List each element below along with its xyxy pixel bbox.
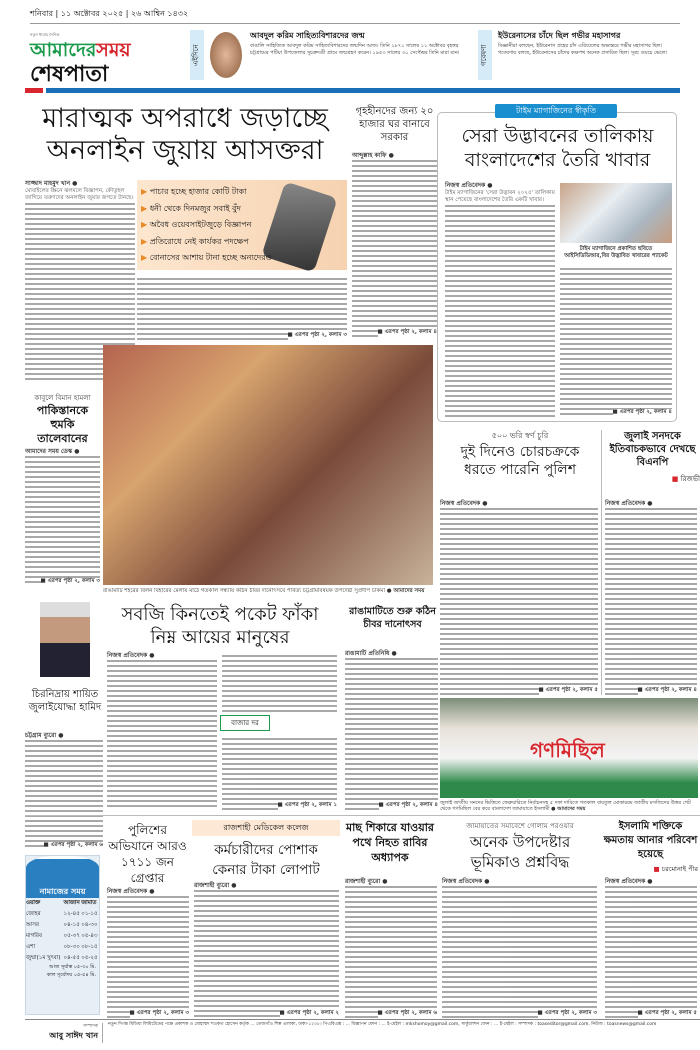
rmc-headline: কর্মচারীদের পোশাক কেনার টাকা লোপাট: [212, 842, 320, 878]
rangamati-headline: রাঙামাটিতে শুরু কঠিন চীবর দানোৎসব: [349, 606, 436, 630]
fishing-headline: মাছ শিকারে যাওয়ার পথে নিহত রাবির অধ্যাপক: [346, 821, 434, 864]
time-caption: টাইম ম্যাগাজিনে প্রকাশিত ছবিতে আইসিডিডিআর,বির উদ্ভাবিত খাবারের প্যাকেট: [564, 246, 668, 259]
rangamati-body: রাঙামাটি প্রতিনিধি ● ■ এরপর পৃষ্ঠা ২, কলাম ৪: [345, 650, 438, 808]
lead-graphic: [137, 180, 347, 270]
history-portrait: [210, 32, 242, 78]
research-text: বিজ্ঞানীরা বলছেন, ইউরেনাস গ্রহের চাঁদ এরিয়েলের অভ্যন্তরে গভীর মহাসাগর ছিল। গবেষণায় বলছে, ইউরেনাসের চাঁদের কক্ষপথ অনেক প্রসারিত ছিল। সূত্র: ডয়চে ভেলে।: [498, 43, 668, 56]
history-label: এইদিনে: [190, 30, 204, 80]
main-photo-caption: রাঙামাটি শহরের বিলন বিহারের মেলায় মাঠে গতকাল সন্ধ্যায় কঠিন চীবর দানোৎসবে পার্বত্য চট্টগ্রামবিষয়ক উপদেষ্টা সুপ্রদীপ চাকমা ● আমাদের সময়: [103, 588, 425, 594]
veg-body: নিজস্ব প্রতিবেদক ●: [107, 652, 217, 810]
section-name: শেষপাতা: [30, 62, 109, 87]
prayer-box: [25, 855, 100, 1015]
gold-heading: ৫০০ ভরি স্বর্ণ চুরি দুই দিনেও চোরচক্রকে ধরতে পারেনি পুলিশ: [460, 431, 580, 478]
date-line: শনিবার | ১১ অক্টোবর ২০২৫ | ২৬ আশ্বিন ১৪৩২: [30, 9, 189, 18]
gold-body: নিজস্ব প্রতিবেদক ● ■ এরপর পৃষ্ঠা ২, কলাম ৫: [440, 500, 598, 693]
sunset: আজ সূর্যাস্ত ০৫-৩০ মি.: [49, 964, 96, 970]
rally-caption: জুলাই জাতীয় সনদের ভিত্তিতে ফেব্রুয়ারিতে নির্বাচনসহ ৫ দফা দাবিতে গতকাল বায়তুল মোকাররম জাতীয় মসজিদের উত্তর গেট থেকে গণমিছিল বের করে বাংলাদেশ জামায়াতে ইসলামী ● আমাদের সময়: [440, 800, 691, 812]
obit-body: চট্টগ্রাম ব্যুরো ● ■ এরপর পৃষ্ঠা ২, কলাম ৬: [25, 732, 103, 848]
police-body: নিজস্ব প্রতিবেদক ● ■ এরপর পৃষ্ঠা ২, কলাম ৩: [107, 888, 189, 1016]
main-photo: [103, 345, 433, 585]
sunrise: কাল সূর্যোদয় ০৫-৫৪ মি.: [46, 972, 96, 978]
editor-block: সম্পাদক আবু সাঈদ খান: [25, 1023, 103, 1043]
history-title: আবদুল করিম সাহিত্যবিশারদের জন্ম: [250, 31, 365, 40]
veg-headline: সবজি কিনতেই পকেট ফাঁকা নিম্ন আয়ের মানুষের: [121, 604, 319, 648]
logo-part-1: আমাদের: [30, 39, 97, 61]
rmc-kicker: রাজশাহী মেডিকেল কলেজ: [192, 820, 340, 836]
rally-banner: গণমিছিল: [530, 738, 605, 762]
kabul-body: আমাদের সময় ডেস্ক ● ■ এরপর পৃষ্ঠা ২, কলাম ৩: [25, 448, 100, 584]
time-photo: [560, 183, 672, 243]
time-body-2: ■ এরপর পৃষ্ঠা ২, কলাম ৪: [560, 265, 672, 417]
obit-photo: [40, 602, 90, 677]
police-headline: পুলিশের অভিযানে আরও ১৭১১ জন গ্রেপ্তার: [108, 823, 187, 885]
rmc-body: রাজশাহী ব্যুরো ● ■ এরপর পৃষ্ঠা ২, কলাম ২: [194, 882, 339, 1016]
islamic-heading: ইসলামি শক্তিকে ক্ষমতায় আনার পরিবেশ হয়েছে ■ চরমোনাই পীর: [603, 821, 698, 873]
islamic-body: নিজস্ব প্রতিবেদক ● ■ এরপর পৃষ্ঠা ২, কলাম ৫: [605, 878, 697, 1016]
rule-blue: [46, 88, 680, 93]
prayer-title: নামাজের সময়: [26, 886, 99, 898]
veg-body-3: ■ এরপর পৃষ্ঠা ২, কলাম ১: [222, 735, 337, 810]
logo-part-2: সময়: [96, 39, 131, 61]
phone-image: [261, 181, 337, 272]
fishing-body: রাজশাহী ব্যুরো ● ■ এরপর পৃষ্ঠা ২, কলাম ৬: [345, 878, 437, 1016]
time-kicker: টাইম ম্যাগাজিনের স্বীকৃতি: [495, 104, 617, 118]
mosque-icon: [26, 856, 99, 886]
lead-headline: মারাত্মক অপরাধে জড়াচ্ছে অনলাইন জুয়ায় আসক্তরা: [42, 103, 328, 166]
history-text: বাঙালি সাহিত্যিক আবদুল করিম সাহিত্যবিশারদের জন্মদিন আজ। তিনি ১৮৭১ সালের ১১ অক্টোবর বৃহত্তর চট্টগ্রামের পটিয়া উপজেলার সুচক্রদণ্ডী গ্রামে জন্মগ্রহণ করেন। ১৯৫৩ সালের ৩০ সেপ্টেম্বর তিনি মারা যান।: [250, 43, 460, 56]
research-label: গবেষণা: [478, 30, 492, 80]
lead-body-2: ■ এরপর পৃষ্ঠা ২, কলাম ৩: [137, 275, 347, 340]
lead-bullets: ▶ পাচার হচ্ছে হাজার কোটি টাকা ▶ ধনী থেকে দিনমজুর সবাই বুঁদ ▶ অবৈধ ওয়েবসাইটজুড়ে বিজ্ঞাপন ▶ প্রতিরোধে নেই কার্যকর পদক্ষেপ ▶ বোনাসের আশায় টানা হচ্ছে অন্যদেরও: [141, 187, 272, 262]
kabul-heading: কাবুলে বিমান হামলা পাকিস্তানকে হুমকি তালেবানের: [34, 394, 91, 445]
logo[interactable]: [30, 32, 150, 89]
logo-tag: নতুন ধারার দৈনিক: [30, 32, 60, 37]
obit-headline: চিরনিদ্রায় শায়িত জুলাইযোদ্ধা হামিদ: [28, 689, 102, 713]
time-headline: সেরা উদ্ভাবনের তালিকায় বাংলাদেশের তৈরি খাবার: [461, 125, 654, 171]
rule-red: [25, 88, 43, 93]
housing-body: আব্দুল্লাহ কাফি ● ■ এরপর পৃষ্ঠা ২, কলাম ৪: [352, 152, 437, 335]
bazar-badge: বাজার দর: [220, 715, 270, 731]
rally-photo: [440, 698, 698, 798]
july-heading: জুলাই সনদকে ইতিবাচকভাবে দেখছে বিএনপি ■ রিজভী: [609, 431, 700, 483]
prayer-table: ওয়াক্ত আজান জামাত জোহর ১২-৪৫ ০১-১৫ আসর ০৪-১৫ ০৪-৩০ মাগরিব ০৫-৩৭ ০৫-৪৩ এশা ০৮-৩০ ০৮-১৫ জুম্মা(১ম খুৎবা) ০৪-৫৫ ০৫-২৫: [26, 900, 98, 961]
imprint: নতুন দিগন্ত মিডিয়া লিমিটেডের পক্ষে প্রকাশক ও মোহাম্মদ শওকত হোসেন কর্তৃক ... তেজগাঁও শিল্প এলাকা, ঢাকা-১২০৮। পিএবিএক্স : ... বিজ্ঞাপন ফোন : ... ই-মেইল : mkshomoy@gmail.com, সার্কুলেশন ফোন : ... ই-মেইল : সম্পাদক : toaseditor@gmail.com, নিউজ : toasnews@gmail.com: [108, 1022, 657, 1027]
advisers-body: নিজস্ব প্রতিবেদক ● ■ এরপর পৃষ্ঠা ২, কলাম ৩: [442, 878, 597, 1016]
veg-body-2: [222, 652, 337, 712]
july-body: নিজস্ব প্রতিবেদক ● ■ এরপর পৃষ্ঠা ২, কলাম ৪: [605, 500, 697, 693]
housing-headline: গৃহহীনদের জন্য ২০ হাজার ঘর বানাবে সরকার: [355, 106, 434, 143]
lead-body: সাজ্জাদ মাহমুদ খান ● মোবাইলের স্ক্রিনে ঝলমলে বিজ্ঞাপন, কৌতূহল জাগিয়ে তরুণদের অনলাইন জুয়ার জগতে টানছে।: [25, 180, 135, 380]
time-body: নিজস্ব প্রতিবেদক ● টাইম ম্যাগাজিনের 'সেরা উদ্ভাবন ২০২৫' তালিকায় স্থান পেয়েছে বাংলাদেশের তৈরি একটি খাবার।: [445, 182, 555, 417]
research-title: ইউরেনাসের চাঁদে ছিল গভীর মহাসাগর: [498, 31, 621, 40]
advisers-heading: জামায়াতের সমাবেশে গোলাম পরওয়ার অনেক উপদেষ্টার ভূমিকাও প্রশ্নবিদ্ধ: [466, 822, 574, 871]
